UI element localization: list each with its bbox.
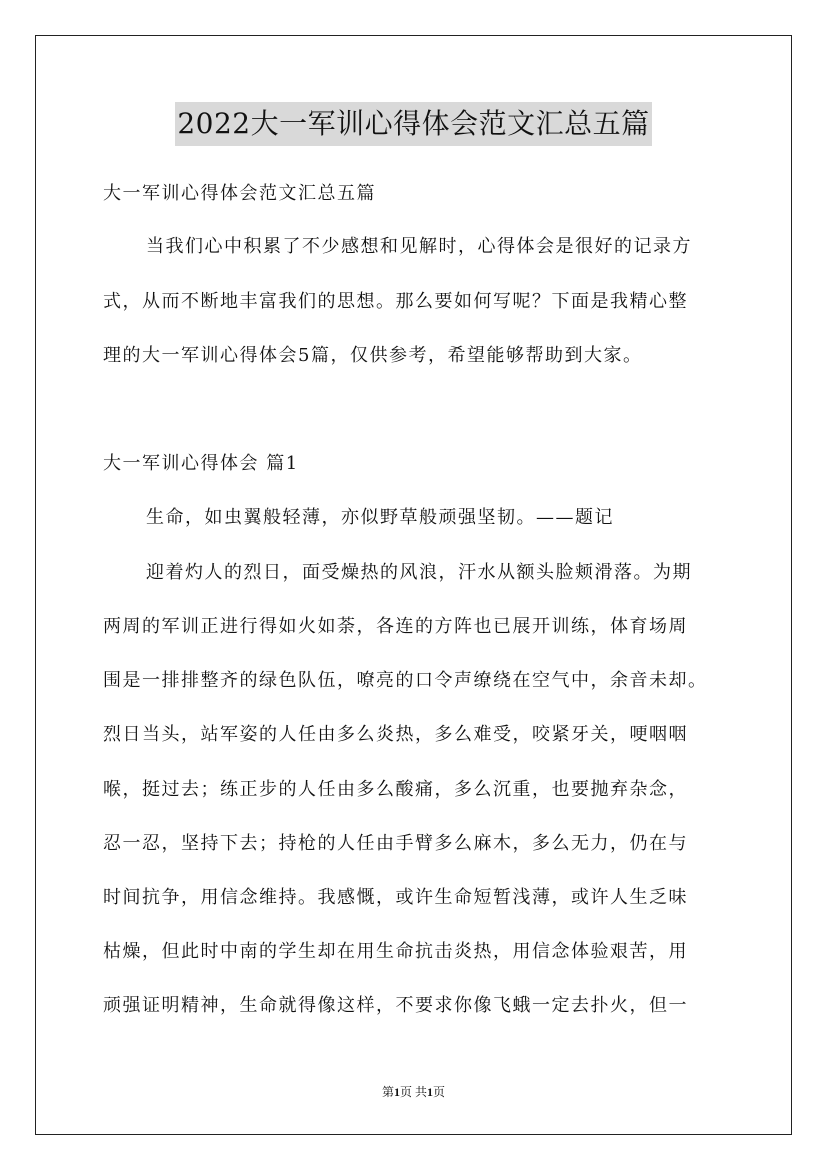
- body-line: 迎着灼人的烈日，面受燥热的风浪，汗水从额头脸颊滑落。为期: [146, 562, 692, 583]
- body-line: 顽强证明精神，生命就得像这样，不要求你像飞蛾一定去扑火，但一: [103, 995, 688, 1016]
- title-container: [0, 102, 827, 146]
- body-line: 忍一忍，坚持下去；持枪的人任由手臂多么麻木，多么无力，仍在与: [103, 833, 688, 854]
- document-title: 2022大一军训心得体会范文汇总五篇: [175, 102, 651, 146]
- footer-total-pages: 1: [427, 1085, 433, 1099]
- body-line: 时间抗争，用信念维持。我感慨，或许生命短暂浅薄，或许人生乏味: [103, 887, 688, 908]
- body-line: 烈日当头，站军姿的人任由多么炎热，多么难受，咬紧牙关，哽咽咽: [103, 724, 688, 745]
- document-subtitle: 大一军训心得体会范文汇总五篇: [103, 183, 376, 204]
- page-footer: [0, 1083, 827, 1100]
- intro-line: 当我们心中积累了不少感想和见解时，心得体会是很好的记录方: [146, 236, 692, 257]
- footer-suffix: 页: [433, 1085, 446, 1099]
- intro-line: 式，从而不断地丰富我们的思想。那么要如何写呢？下面是我精心整: [103, 291, 688, 312]
- body-line: 枯燥，但此时中南的学生却在用生命抗击炎热，用信念体验艰苦，用: [103, 941, 688, 962]
- body-line: 围是一排排整齐的绿色队伍，嘹亮的口令声缭绕在空气中，余音未却。: [103, 670, 708, 691]
- body-line: 两周的军训正进行得如火如荼，各连的方阵也已展开训练，体育场周: [103, 616, 688, 637]
- intro-line: 理的大一军训心得体会5篇，仅供参考，希望能够帮助到大家。: [103, 345, 643, 366]
- body-line: 喉，挺过去；练正步的人任由多么酸痛，多么沉重，也要抛弃杂念，: [103, 779, 688, 800]
- footer-current-page: 1: [393, 1085, 400, 1099]
- footer-mid: 页 共: [399, 1085, 427, 1099]
- epigraph: 生命，如虫翼般轻薄，亦似野草般顽强坚韧。——题记: [146, 507, 614, 528]
- footer-prefix: 第: [381, 1085, 394, 1099]
- section-heading: 大一军训心得体会 篇1: [103, 453, 299, 474]
